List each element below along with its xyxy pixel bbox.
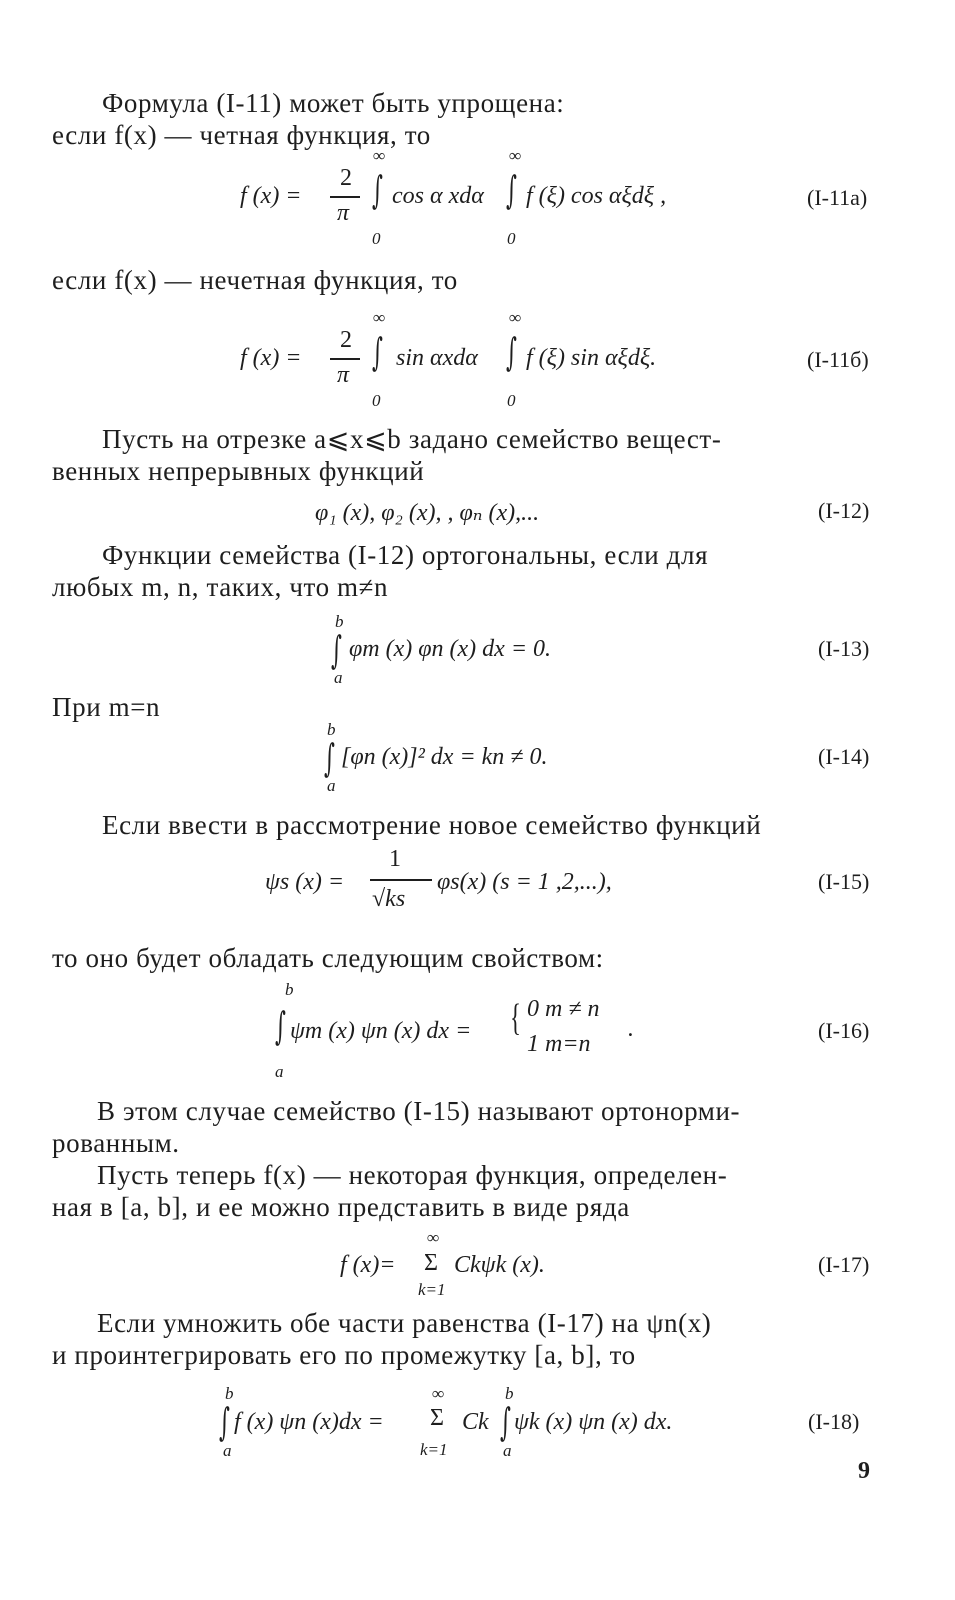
eq16-brace: { bbox=[510, 997, 521, 1039]
eq18-sum: Σ bbox=[430, 1405, 444, 1431]
eq18-lower2: k=1 bbox=[420, 1440, 448, 1459]
eq11a-upper2: ∞ bbox=[509, 146, 522, 165]
paragraph-new-family: Если ввести в рассмотрение новое семейство функций bbox=[102, 810, 762, 840]
paragraph-odd-function: если f(x) — нечетная функция, то bbox=[52, 265, 458, 295]
eq11b-lower1: 0 bbox=[372, 391, 381, 410]
eq16-lower: a bbox=[275, 1062, 284, 1081]
eq11b-coef-num: 2 bbox=[340, 327, 352, 353]
eq11b-label: (I-11б) bbox=[807, 347, 869, 372]
eq16-case2: 1 m=n bbox=[527, 1031, 591, 1057]
eq18-upper1: b bbox=[225, 1384, 234, 1403]
eq11a-lhs: f (x) = bbox=[240, 183, 302, 209]
eq17-lower: k=1 bbox=[418, 1280, 446, 1299]
paragraph-formula-simplified: Формула (I-11) может быть упрощена: bbox=[102, 88, 565, 118]
paragraph-m-equals-n: При m=n bbox=[52, 692, 161, 722]
paragraph-family-def-cont: венных непрерывных функций bbox=[52, 456, 425, 486]
paragraph-series-def-cont: ная в [a, b], и ее можно представить в виде ряда bbox=[52, 1192, 630, 1222]
integral-sign: ∫ bbox=[331, 628, 342, 672]
eq14-upper: b bbox=[327, 720, 336, 739]
eq11a-coef-num: 2 bbox=[340, 165, 352, 191]
eq15-lhs: ψs (x) = bbox=[265, 869, 345, 895]
eq11b-fraction-bar bbox=[330, 358, 360, 360]
paragraph-multiply-cont: и проинтегрировать его по промежутку [a, b], то bbox=[52, 1340, 636, 1370]
paragraph-even-function: если f(x) — четная функция, то bbox=[52, 120, 431, 150]
paragraph-property: то оно будет обладать следующим свойством: bbox=[52, 943, 604, 973]
eq11b-body2: f (ξ) sin αξdξ. bbox=[526, 345, 657, 371]
eq11a-fraction-bar bbox=[330, 196, 360, 198]
paragraph-orthogonal-cont: любых m, n, таких, что m≠n bbox=[52, 572, 389, 602]
eq14-body: [φn (x)]² dx = kn ≠ 0. bbox=[341, 744, 548, 770]
eq15-label: (I-15) bbox=[818, 869, 870, 894]
eq15-fraction-bar bbox=[370, 879, 432, 881]
paragraph-orthogonal: Функции семейства (I-12) ортогональны, если для bbox=[102, 540, 709, 570]
eq11a-lower2: 0 bbox=[507, 229, 516, 248]
eq11a-body1: cos α xdα bbox=[392, 183, 484, 209]
eq11b-coef-den: π bbox=[337, 362, 350, 388]
integral-sign: ∫ bbox=[372, 168, 383, 212]
integral-sign: ∫ bbox=[275, 1004, 286, 1048]
eq16-upper: b bbox=[285, 980, 294, 999]
paragraph-series-def: Пусть теперь f(x) — некоторая функция, определен- bbox=[97, 1160, 728, 1190]
integral-sign: ∫ bbox=[324, 736, 335, 780]
eq17-sum: Σ bbox=[424, 1250, 438, 1276]
eq16-body: ψm (x) ψn (x) dx = bbox=[290, 1018, 472, 1044]
eq15-rhs: φs(x) (s = 1 ,2,...), bbox=[437, 869, 612, 895]
integral-sign: ∫ bbox=[500, 1400, 511, 1444]
eq11a-upper1: ∞ bbox=[373, 146, 386, 165]
eq17-body: Ckψk (x). bbox=[454, 1252, 545, 1278]
eq18-upper3: b bbox=[505, 1384, 514, 1403]
eq13-lower: a bbox=[334, 668, 343, 687]
eq17-lhs: f (x)= bbox=[340, 1252, 396, 1278]
eq14-lower: a bbox=[327, 776, 336, 795]
eq18-lower1: a bbox=[223, 1441, 232, 1460]
eq18-upper2: ∞ bbox=[432, 1384, 445, 1403]
eq12-label: (I-12) bbox=[818, 498, 870, 523]
eq17-upper: ∞ bbox=[427, 1228, 440, 1247]
eq18-label: (I-18) bbox=[808, 1409, 860, 1434]
eq18-body1: f (x) ψn (x)dx = bbox=[234, 1409, 384, 1435]
eq11a-coef-den: π bbox=[337, 200, 350, 226]
eq15-num: 1 bbox=[389, 846, 401, 872]
eq13-upper: b bbox=[335, 612, 344, 631]
eq15-den: √ks bbox=[372, 886, 406, 912]
integral-sign: ∫ bbox=[372, 330, 383, 374]
eq11b-lhs: f (x) = bbox=[240, 345, 302, 371]
eq11a-lower1: 0 bbox=[372, 229, 381, 248]
paragraph-orthonormal: В этом случае семейство (I-15) называют ортонорми- bbox=[97, 1096, 741, 1126]
paragraph-orthonormal-cont: рованным. bbox=[52, 1128, 180, 1158]
eq16-tail: . bbox=[628, 1016, 634, 1042]
eq18-body3: ψk (x) ψn (x) dx. bbox=[514, 1409, 673, 1435]
integral-sign: ∫ bbox=[506, 330, 517, 374]
integral-sign: ∫ bbox=[219, 1400, 230, 1444]
eq11b-upper1: ∞ bbox=[373, 308, 386, 327]
eq18-mid: Ck bbox=[462, 1409, 489, 1435]
eq11a-label: (I-11a) bbox=[807, 185, 868, 210]
page-number: 9 bbox=[858, 1458, 870, 1484]
eq11b-upper2: ∞ bbox=[509, 308, 522, 327]
eq12-body: φ₁ (x), φ₂ (x), , φₙ (x),... bbox=[315, 500, 540, 526]
eq13-label: (I-13) bbox=[818, 636, 870, 661]
paragraph-family-def: Пусть на отрезке a⩽x⩽b задано семейство вещест- bbox=[102, 424, 722, 454]
eq13-body: φm (x) φn (x) dx = 0. bbox=[349, 636, 552, 662]
eq14-label: (I-14) bbox=[818, 744, 870, 769]
eq16-case1: 0 m ≠ n bbox=[527, 996, 600, 1022]
integral-sign: ∫ bbox=[506, 168, 517, 212]
eq11b-body1: sin αxdα bbox=[396, 345, 478, 371]
eq11b-lower2: 0 bbox=[507, 391, 516, 410]
eq18-lower3: a bbox=[503, 1441, 512, 1460]
paragraph-multiply: Если умножить обе части равенства (I-17) на ψn(x) bbox=[97, 1308, 712, 1338]
eq11a-body2: f (ξ) cos αξdξ , bbox=[526, 183, 667, 209]
eq16-label: (I-16) bbox=[818, 1018, 870, 1043]
eq17-label: (I-17) bbox=[818, 1252, 870, 1277]
